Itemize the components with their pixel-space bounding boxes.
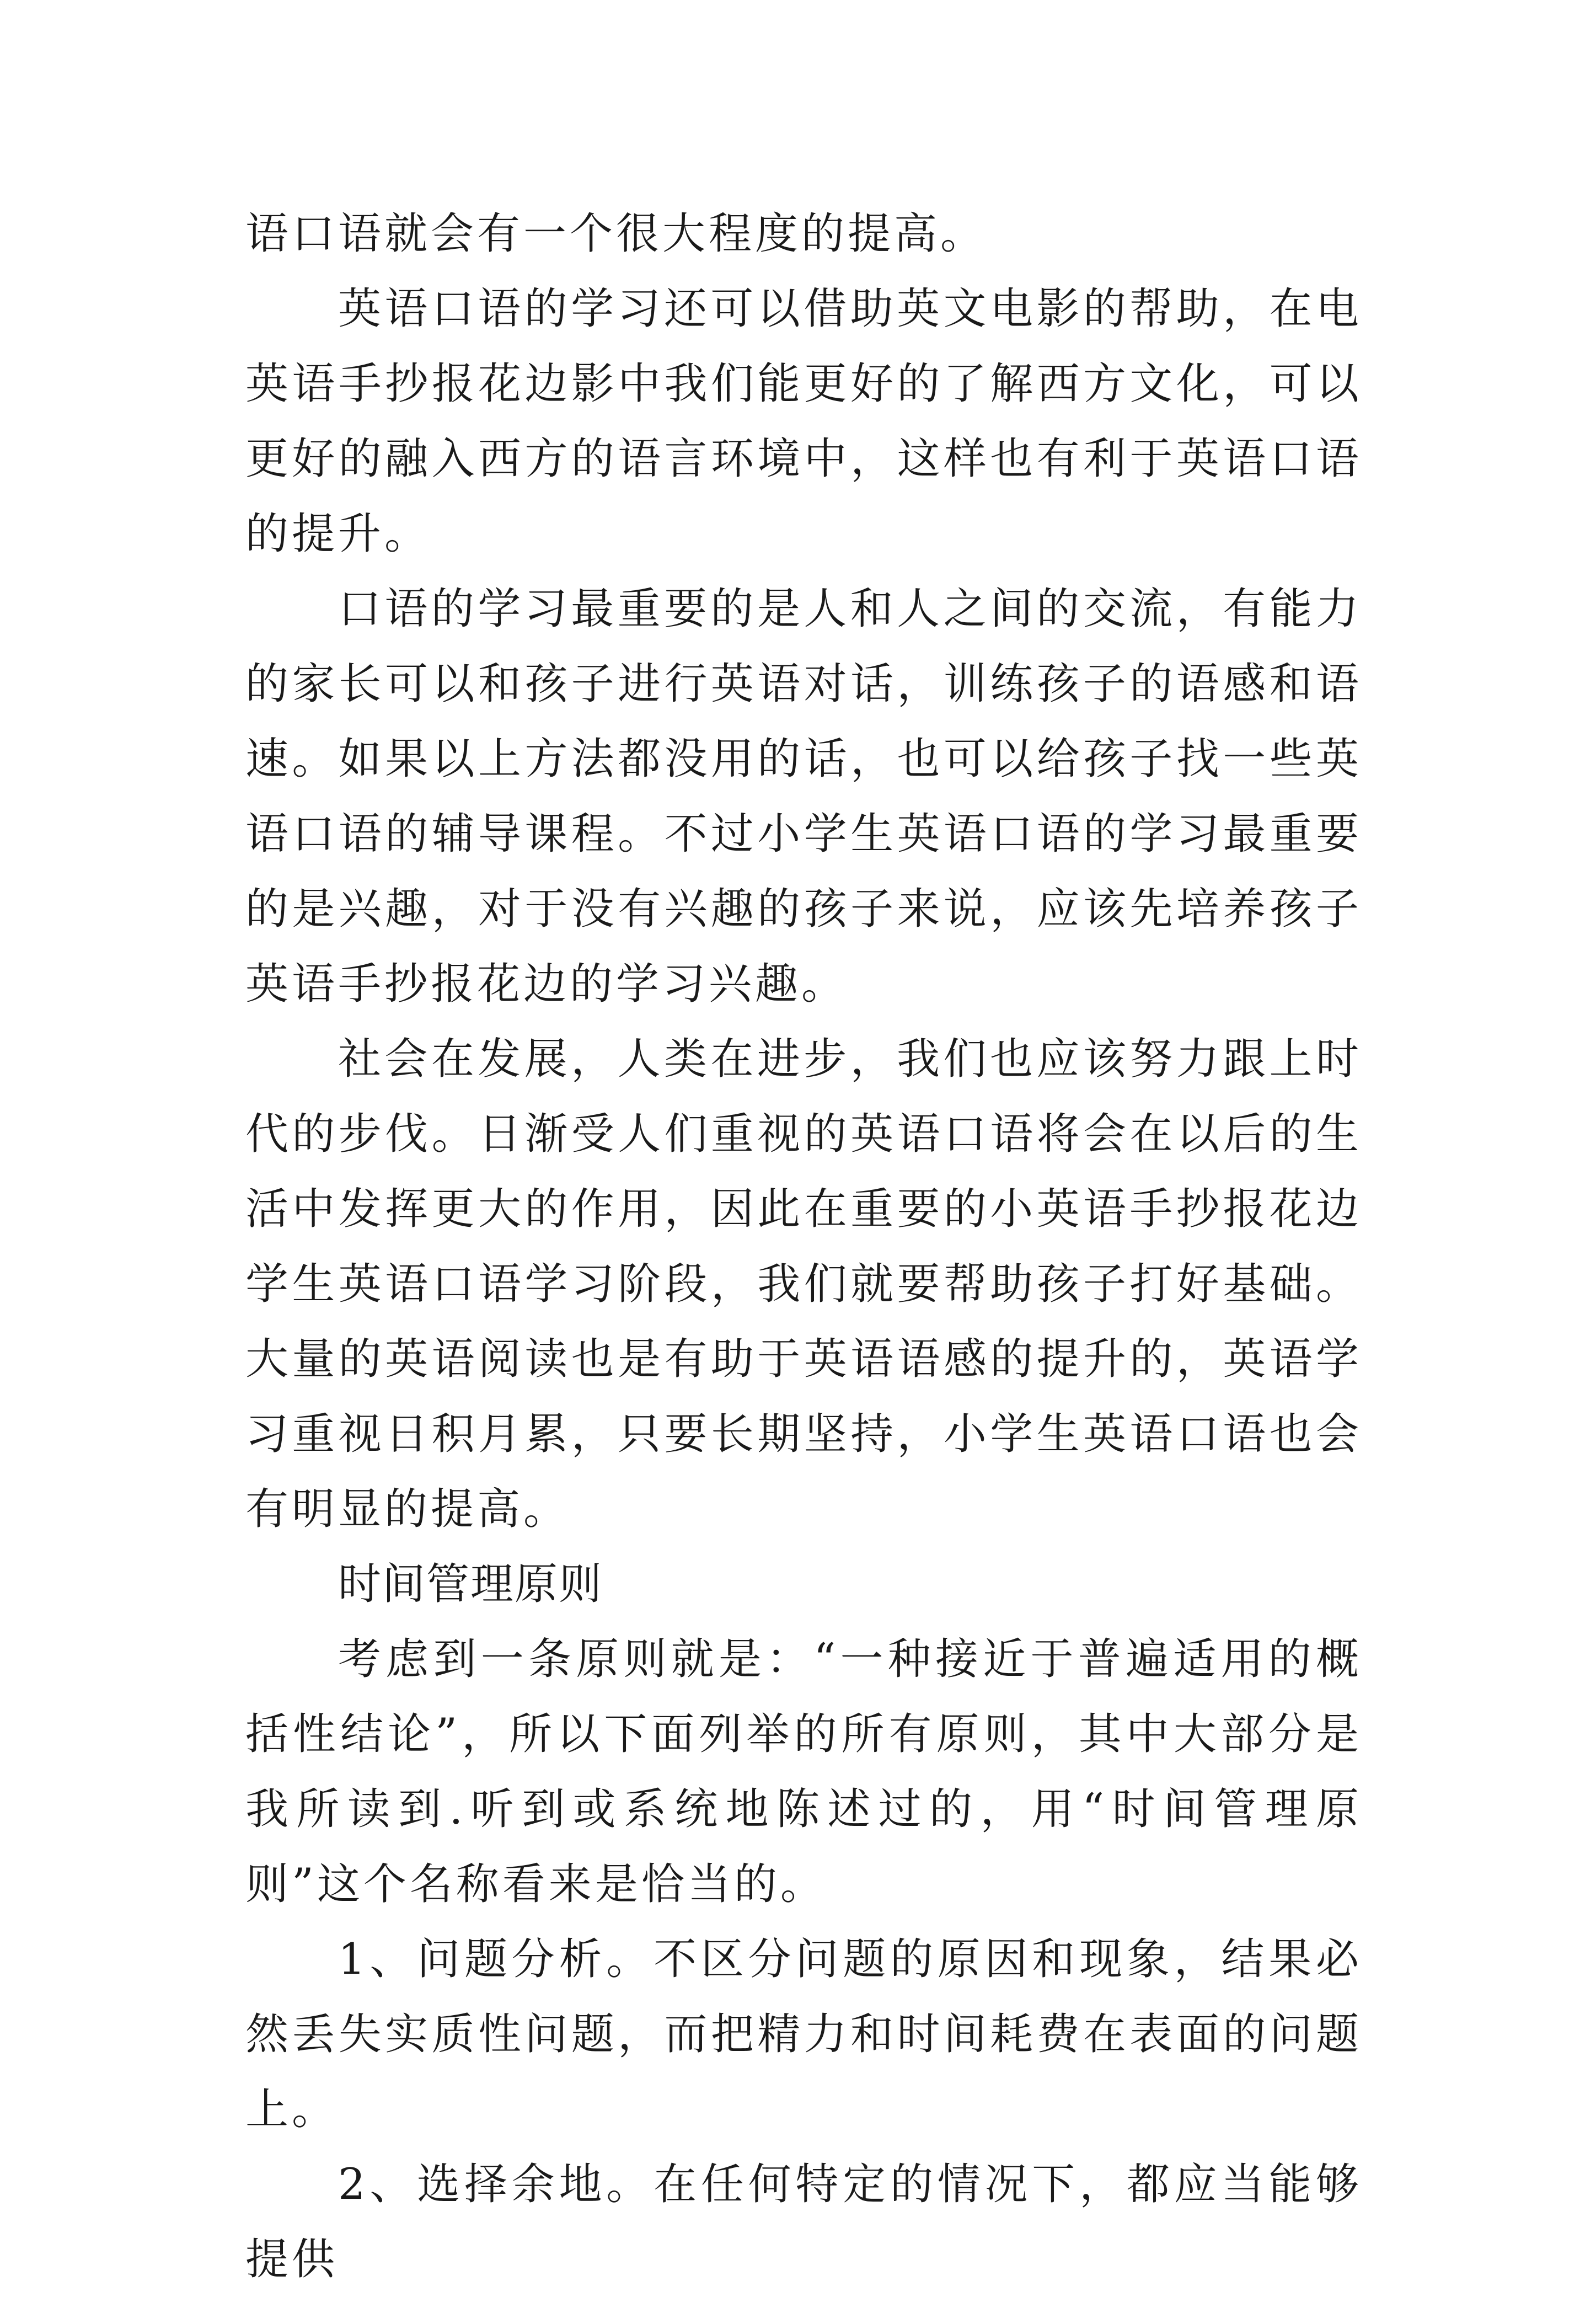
document-body — [245, 196, 1362, 2297]
paragraph: 2、选择余地。在任何特定的情况下，都应当能够提供 — [245, 2160, 1362, 2284]
paragraph: 口语的学习最重要的是人和人之间的交流，有能力的家长可以和孩子进行英语对话，训练孩子的语感和语速。如果以上方法都没用的话，也可以给孩子找一些英语口语的辅导课程。不过小学生英语口语的学习最重要的是兴趣，对于没有兴趣的孩子来说，应该先培养孩子英语手抄报花边的学习兴趣。 — [245, 584, 1362, 1009]
paragraph: 考虑到一条原则就是：“一种接近于普遍适用的概括性结论”，所以下面列举的所有原则，其中大部分是我所读到.听到或系统地陈述过的，用“时间管理原则”这个名称看来是恰当的。 — [245, 1634, 1362, 1909]
section-heading: 时间管理原则 — [338, 1559, 603, 1609]
paragraph: 1、问题分析。不区分问题的原因和现象，结果必然丢失实质性问题，而把精力和时间耗费在表面的问题上。 — [245, 1935, 1362, 2134]
paragraph: 语口语就会有一个很大程度的提高。 — [245, 209, 987, 259]
paragraph: 英语口语的学习还可以借助英文电影的帮助，在电英语手抄报花边影中我们能更好的了解西方文化，可以更好的融入西方的语言环境中，这样也有利于英语口语的提升。 — [245, 284, 1362, 559]
paragraph: 社会在发展，人类在进步，我们也应该努力跟上时代的步伐。日渐受人们重视的英语口语将会在以后的生活中发挥更大的作用，因此在重要的小英语手抄报花边学生英语口语学习阶段，我们就要帮助孩子打好基础。大量的英语阅读也是有助于英语语感的提升的，英语学习重视日积月累，只要长期坚持，小学生英语口语也会有明显的提高。 — [245, 1034, 1362, 1534]
